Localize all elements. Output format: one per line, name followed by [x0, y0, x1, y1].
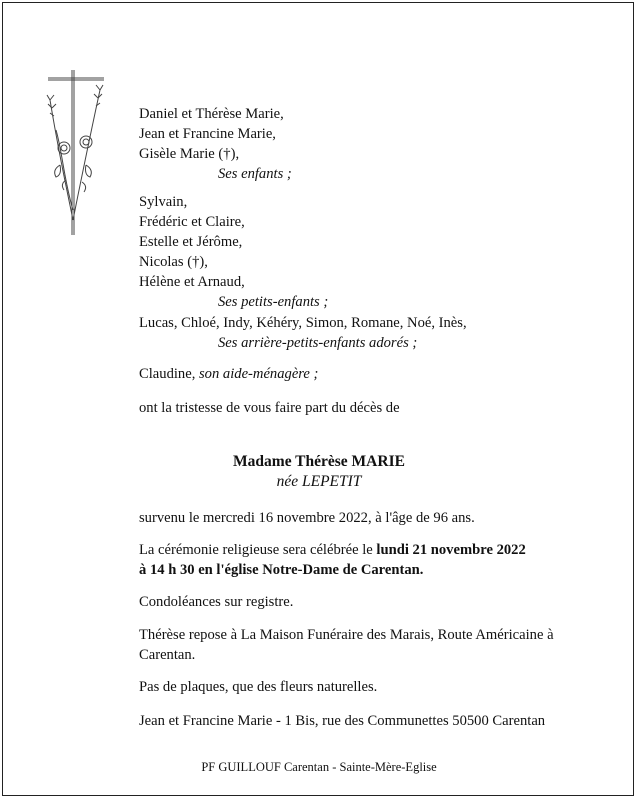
cross-with-wheat-icon [42, 70, 112, 240]
children-block [139, 104, 292, 184]
condolences: Condoléances sur registre. [139, 594, 294, 610]
helper-name: Claudine, [139, 366, 196, 382]
flowers-note: Pas de plaques, que des fleurs naturelles. [139, 679, 378, 695]
announcement: ont la tristesse de vous faire part du décès de [139, 400, 400, 416]
family-line: Lucas, Chloé, Indy, Kéhéry, Simon, Romane, Noé, Inès, [139, 315, 467, 331]
family-line: Sylvain, [139, 194, 188, 210]
ceremony-date: lundi 21 novembre 2022 [376, 542, 526, 558]
helper-role: son aide-ménagère ; [199, 366, 319, 382]
great-grandchildren-block [139, 313, 467, 353]
resting-place: Thérèse repose à La Maison Funéraire des Marais, Route Américaine à Carentan. [139, 627, 554, 663]
ceremony-intro: La cérémonie religieuse sera célébrée le [139, 542, 373, 558]
ceremony-place: à 14 h 30 en l'église Notre-Dame de Carentan. [139, 562, 424, 578]
birth-name: née LEPETIT [276, 473, 362, 490]
funeral-home-footer: PF GUILLOUF Carentan - Sainte-Mère-Eglise [201, 760, 437, 774]
relation-label: Ses petits-enfants ; [218, 294, 329, 310]
family-line: Estelle et Jérôme, [139, 234, 243, 250]
ceremony-info [139, 540, 526, 580]
relation-label: Ses enfants ; [218, 166, 292, 182]
family-line: Frédéric et Claire, [139, 214, 245, 230]
family-line: Gisèle Marie (†), [139, 146, 240, 162]
grandchildren-block [139, 192, 328, 312]
helper-line [139, 364, 318, 384]
relation-label: Ses arrière-petits-enfants adorés ; [218, 335, 418, 351]
death-date: survenu le mercredi 16 novembre 2022, à l'âge de 96 ans. [139, 510, 475, 526]
family-line: Daniel et Thérèse Marie, [139, 106, 284, 122]
deceased-name: Madame Thérèse MARIE [233, 453, 405, 470]
family-line: Jean et Francine Marie, [139, 126, 276, 142]
family-address: Jean et Francine Marie - 1 Bis, rue des Communettes 50500 Carentan [139, 713, 546, 729]
family-line: Hélène et Arnaud, [139, 274, 245, 290]
family-line: Nicolas (†), [139, 254, 208, 270]
